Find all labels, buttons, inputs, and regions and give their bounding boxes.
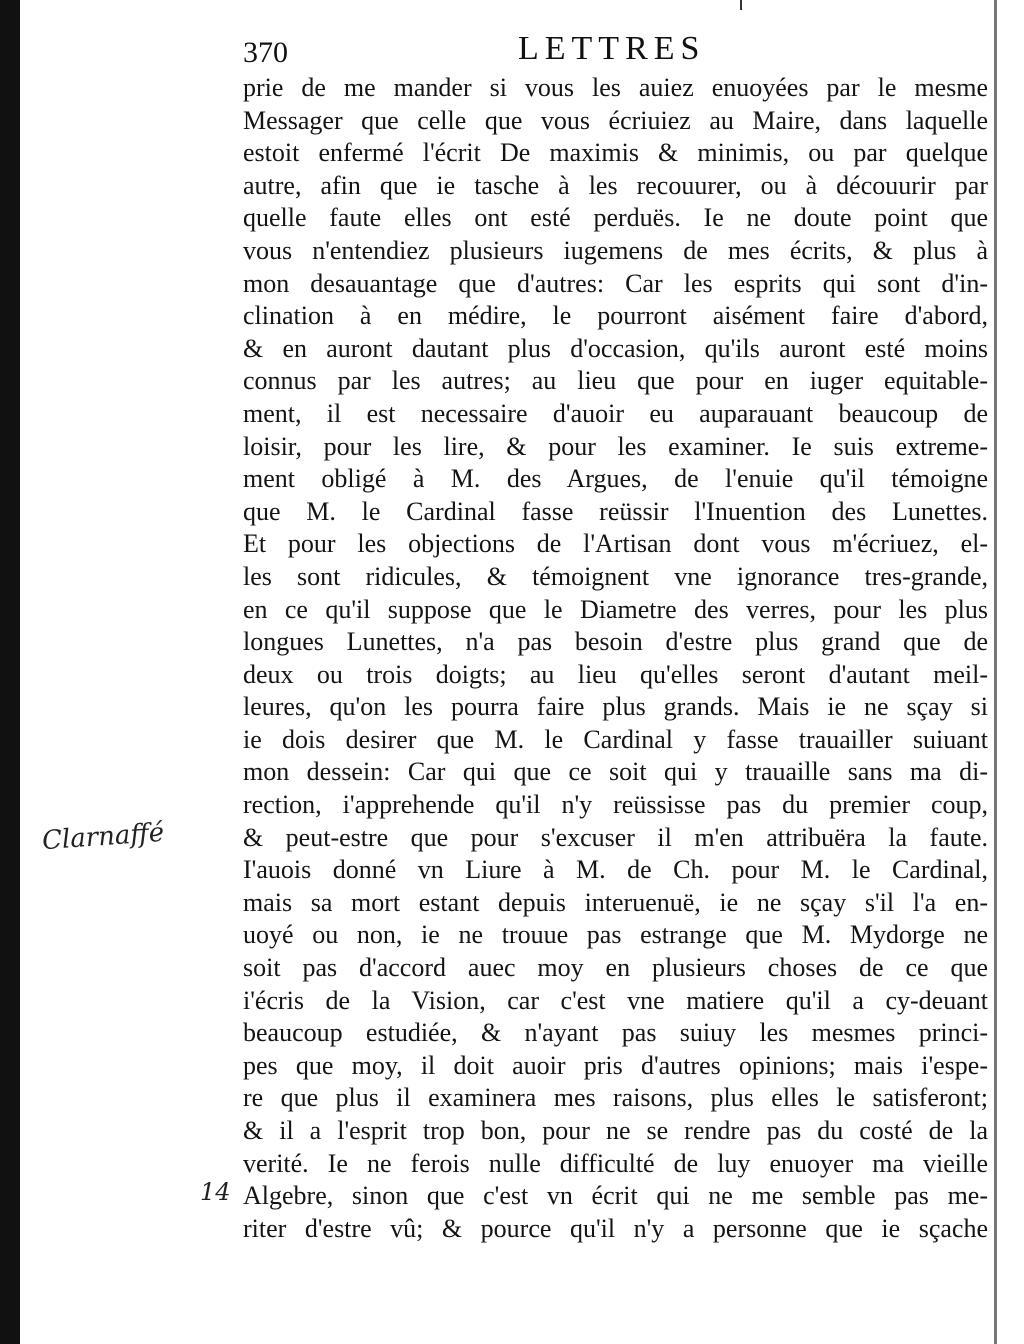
text-line: i'écris de la Vision, car c'est vne matiere qu'il a cy-deuant: [243, 985, 988, 1015]
text-line: mon dessein: Car qui que ce soit qui y trauaille sans ma di-: [243, 757, 988, 787]
text-line: que M. le Cardinal fasse reüssir l'Inuention des Lunettes.: [243, 496, 988, 526]
text-line: Et pour les objections de l'Artisan dont vous m'écriuez, el-: [243, 529, 988, 559]
text-line: en ce qu'il suppose que le Diametre des verres, pour les plus: [243, 594, 988, 624]
text-line: Algebre, sinon que c'est vn écrit qui ne me semble pas me-: [243, 1181, 988, 1211]
text-line: soit pas d'accord auec moy en plusieurs choses de ce que: [243, 953, 988, 983]
page-number: 370: [243, 36, 288, 69]
text-line: re que plus il examinera mes raisons, plus elles le satisferont;: [243, 1083, 988, 1113]
text-line: ment, il est necessaire d'auoir eu auparauant beaucoup de: [243, 398, 988, 428]
text-line: ie dois desirer que M. le Cardinal y fasse trauailler suiuant: [243, 724, 988, 754]
text-line: I'auois donné vn Liure à M. de Ch. pour M. le Cardinal,: [243, 855, 988, 885]
body-text: [243, 72, 988, 1245]
text-line: rection, i'apprehende qu'il n'y reüssisse pas du premier coup,: [243, 790, 988, 820]
text-line: connus par les autres; au lieu que pour en iuger equitable-: [243, 366, 988, 396]
text-line: uoyé ou non, ie ne trouue pas estrange que M. Mydorge ne: [243, 920, 988, 950]
page-edge: [994, 0, 997, 1344]
text-line: loisir, pour les lire, & pour les examiner. Ie suis extreme-: [243, 431, 988, 461]
text-line: Messager que celle que vous écriuiez au Maire, dans laquelle: [243, 105, 988, 135]
text-line: les sont ridicules, & témoignent vne ignorance tres-grande,: [243, 561, 988, 591]
text-line: prie de me mander si vous les auiez enuoyées par le mesme: [243, 73, 988, 102]
handwritten-margin-note: Clarnaffé: [41, 817, 166, 857]
text-line: verité. Ie ne ferois nulle difficulté de luy enuoyer ma vieille: [243, 1148, 988, 1178]
text-line: riter d'estre vû; & pource qu'il n'y a personne que ie sçache: [243, 1213, 988, 1243]
text-line: mais sa mort estant depuis interuenuë, ie ne sçay s'il l'a en-: [243, 887, 988, 917]
running-head: LETTRES: [518, 30, 706, 67]
binding-shadow: [0, 0, 20, 1344]
text-line: & il a l'esprit trop bon, pour ne se rendre pas du costé de la: [243, 1116, 988, 1145]
page-header: [243, 30, 983, 76]
text-line: estoit enfermé l'écrit De maximis & minimis, ou par quelque: [243, 138, 988, 168]
text-line: quelle faute elles ont esté perduës. Ie ne doute point que: [243, 203, 988, 233]
handwritten-line-number: 14: [200, 1178, 231, 1206]
text-line: clination à en médire, le pourront aisément faire d'abord,: [243, 301, 988, 331]
text-line: pes que moy, il doit auoir pris d'autres opinions; mais i'espe-: [243, 1050, 988, 1080]
text-line: ment obligé à M. des Argues, de l'enuie qu'il témoigne: [243, 464, 988, 494]
text-line: deux ou trois doigts; au lieu qu'elles seront d'autant meil-: [243, 659, 988, 689]
text-line: autre, afin que ie tasche à les recouurer, ou à découurir par: [243, 170, 988, 200]
text-line: mon desauantage que d'autres: Car les esprits qui sont d'in-: [243, 268, 988, 298]
text-line: longues Lunettes, n'a pas besoin d'estre plus grand que de: [243, 627, 988, 657]
text-line: & en auront dautant plus d'occasion, qu'ils auront esté moins: [243, 333, 988, 363]
top-tick-mark: [740, 0, 742, 10]
text-line: vous n'entendiez plusieurs iugemens de mes écrits, & plus à: [243, 235, 988, 265]
text-line: leures, qu'on les pourra faire plus grands. Mais ie ne sçay si: [243, 692, 988, 722]
text-line: beaucoup estudiée, & n'ayant pas suiuy les mesmes princi-: [243, 1018, 988, 1048]
text-line: & peut-estre que pour s'excuser il m'en attribuëra la faute.: [243, 822, 988, 852]
